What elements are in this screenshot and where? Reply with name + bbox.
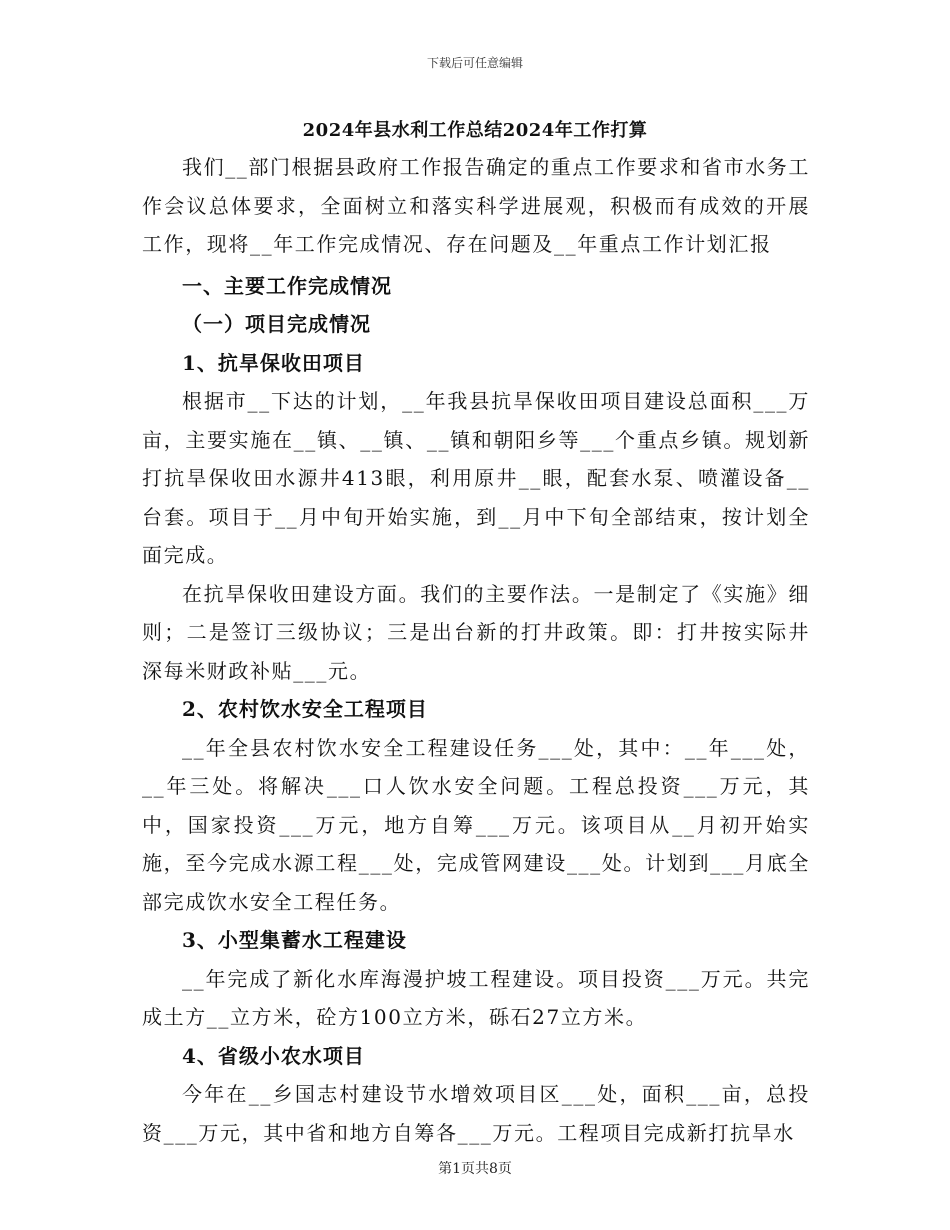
document-title: 2024年县水利工作总结2024年工作打算 xyxy=(302,120,648,141)
item-paragraph: 根据市__下达的计划，__年我县抗旱保收田项目建设总面积___万亩，主要实施在__镇、__镇、__镇和朝阳乡等___个重点乡镇。规划新打抗旱保收田水源井413眼，利用原井__眼，配套水泵、喷灌设备__台套。项目于__月中旬开始实施，到__月中下旬全部结束，按计划全面完成。 xyxy=(142,389,810,567)
item-heading-rural-water: 2、农村饮水安全工程项目 xyxy=(182,697,428,721)
item-paragraph: 今年在__乡国志村建设节水增效项目区___处，面积___亩，总投资___万元，其中省和地方自筹各___万元。工程项目完成新打抗旱水 xyxy=(142,1082,810,1145)
item-heading-provincial-irrigation: 4、省级小农水项目 xyxy=(182,1043,365,1068)
header-note: 下载后可任意编辑 xyxy=(426,56,523,70)
item-heading-drought-fields: 1、抗旱保收田项目 xyxy=(182,350,365,375)
page-footer: 第1页共8页 xyxy=(438,1161,512,1177)
item-paragraph: __年完成了新化水库海漫护坡工程建设。项目投资___万元。共完成土方__立方米，砼方100立方米，砾石27立方米。 xyxy=(142,966,810,1029)
item-paragraph: 在抗旱保收田建设方面。我们的主要作法。一是制定了《实施》细则；二是签订三级协议；三是出台新的打井政策。即：打井按实际井深每米财政补贴___元。 xyxy=(142,581,810,683)
intro-paragraph: 我们__部门根据县政府工作报告确定的重点工作要求和省市水务工作会议总体要求，全面树立和落实科学进展观，积极而有成效的开展工作，现将__年工作完成情况、存在问题及__年重点工作计划汇报 xyxy=(142,155,810,256)
section-heading-main-work: 一、主要工作完成情况 xyxy=(182,273,392,298)
item-heading-small-storage: 3、小型集蓄水工程建设 xyxy=(182,928,407,952)
subsection-heading-projects: （一）项目完成情况 xyxy=(182,312,371,336)
document-body xyxy=(142,148,810,1152)
item-paragraph: __年全县农村饮水安全工程建设任务___处，其中：__年___处，__年三处。将解决___口人饮水安全问题。工程总投资___万元，其中，国家投资___万元，地方自筹___万元。该项目从__月初开始实施，至今完成水源工程___处，完成管网建设___处。计划到___月底全部完成饮水安全工程任务。 xyxy=(142,735,810,914)
